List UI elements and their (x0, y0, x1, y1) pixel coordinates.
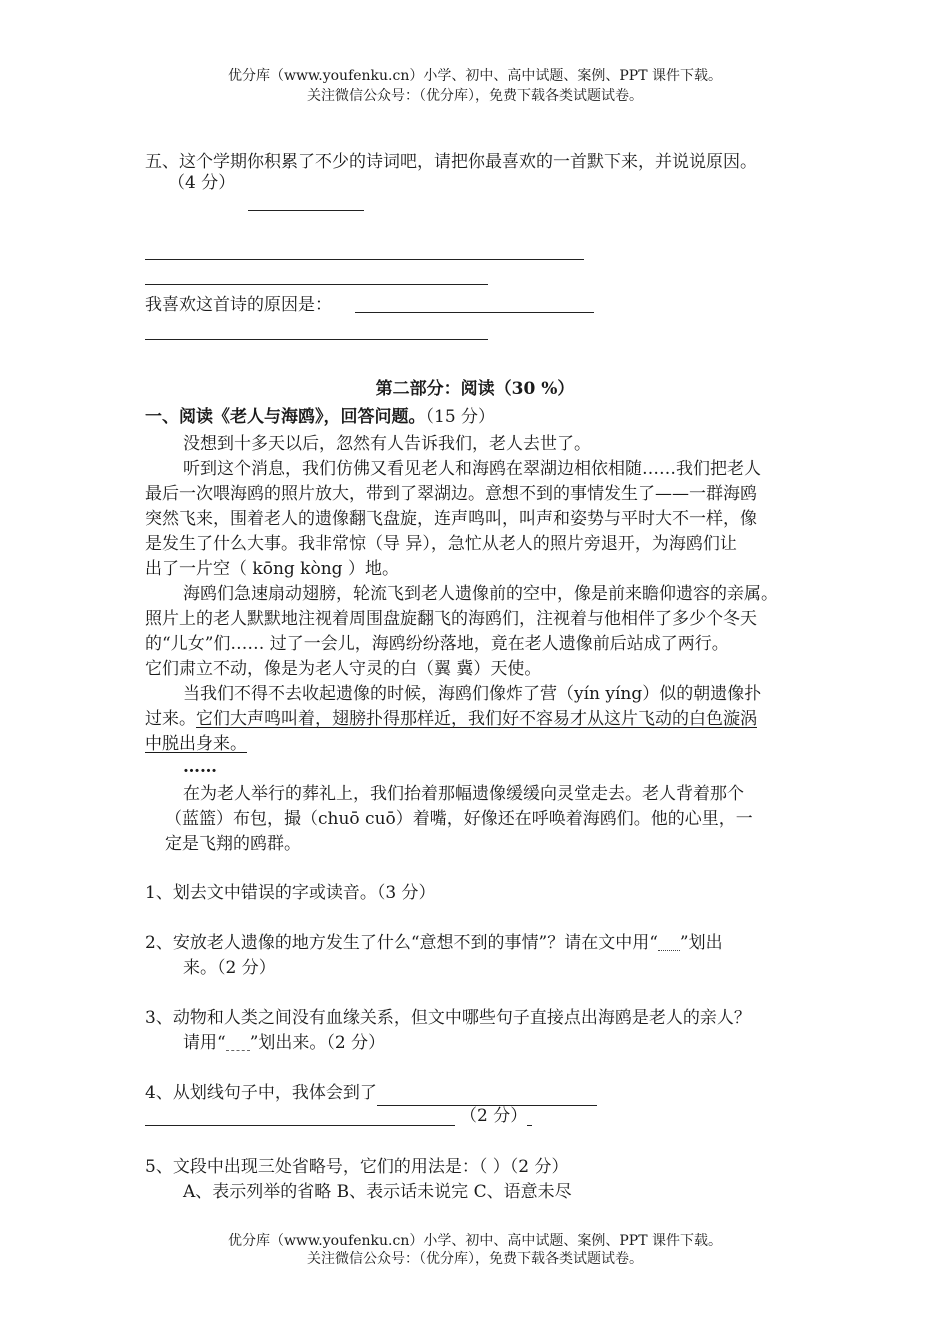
question-5-score: （4 分） (168, 173, 236, 193)
header-line-2: 关注微信公众号：（优分库），免费下载各类试题试卷。 (307, 88, 643, 104)
question-2-text-end: ”划出 (679, 933, 723, 953)
question-3-text: 请用“ (183, 1033, 226, 1053)
footer-line-2: 关注微信公众号：（优分库），免费下载各类试题试卷。 (307, 1251, 643, 1267)
question-2-text: 2、安放老人遗像的地方发生了什么“意想不到的事情”？请在文中用“ (145, 933, 658, 953)
answer-line-reason-1[interactable] (355, 312, 594, 313)
answer-line-title[interactable] (248, 210, 364, 211)
passage-p5-line1: 在为老人举行的葬礼上，我们抬着那幅遗像缓缓向灵堂走去。老人背着那个 (183, 784, 744, 804)
passage-p3-line3: 的“儿女”们…… 过了一会儿，海鸥纷纷落地，竟在老人遗像前后站成了两行。 (145, 634, 729, 654)
question-3-text-end: ”划出来。（2 分） (249, 1033, 386, 1053)
answer-line-poem-1[interactable] (145, 259, 584, 260)
passage-p2-line2: 最后一次喂海鸥的照片放大，带到了翠湖边。意想不到的事情发生了——一群海鸥 (145, 484, 757, 504)
question-2-line2: 来。（2 分） (183, 958, 276, 978)
passage-p2-line5: 出了一片空（ kōng kòng ）地。 (145, 559, 399, 579)
passage-p2-line1: 听到这个消息，我们仿佛又看见老人和海鸥在翠湖边相依相随……我们把老人 (183, 459, 761, 479)
answer-line-reason-2[interactable] (145, 339, 488, 340)
section-1-title-row (145, 405, 495, 430)
question-3-line1: 3、动物和人类之间没有血缘关系，但文中哪些句子直接点出海鸥是老人的亲人？ (145, 1008, 751, 1028)
section-1-title: 一、阅读《老人与海鸥》，回答问题。 (145, 407, 426, 427)
passage-p3-line2: 照片上的老人默默地注视着周围盘旋翻飞的海鸥们，注视着与他相伴了多少个冬天 (145, 609, 757, 629)
passage-p5-line2: （蓝篮）布包，撮（chuō cuō）着嘴，好像还在呼唤着海鸥们。他的心里，一 (165, 809, 753, 829)
passage-p2-line3: 突然飞来，围着老人的遗像翻飞盘旋，连声鸣叫，叫声和姿势与平时大不一样，像 (145, 509, 757, 529)
dotted-line-marker (658, 936, 680, 951)
passage-p3-line4: 它们肃立不动，像是为老人守灵的白（翼 冀）天使。 (145, 659, 542, 679)
question-1: 1、划去文中错误的字或读音。（3 分） (145, 883, 436, 903)
part-2-title: 第二部分：阅读（30 %） (375, 379, 575, 399)
reason-label: 我喜欢这首诗的原因是： (145, 295, 332, 315)
question-5-options: A、表示列举的省略 B、表示话未说完 C、语意未尽 (183, 1182, 572, 1202)
passage-ellipsis: …… (183, 757, 217, 777)
passage-p4-line2 (145, 707, 757, 732)
answer-line-q4-2[interactable] (145, 1125, 455, 1126)
footer-line-1: 优分库（www.youfenku.cn）小学、初中、高中试题、案例、PPT 课件下载。 (227, 1233, 722, 1249)
wavy-line-marker (226, 1036, 250, 1051)
answer-line-poem-2[interactable] (145, 284, 488, 285)
underlined-sentence-part1: 它们大声鸣叫着，翅膀扑得那样近，我们好不容易才从这片飞动的白色漩涡 (196, 709, 757, 729)
passage-p4-line2-start: 过来。 (145, 709, 196, 729)
question-5-prompt: 五、这个学期你积累了不少的诗词吧，请把你最喜欢的一首默下来，并说说原因。 (145, 152, 757, 172)
question-5: 5、文段中出现三处省略号，它们的用法是：（ ）（2 分） (145, 1157, 569, 1177)
small-mark (527, 1125, 532, 1126)
underlined-sentence-part2: 中脱出身来。 (145, 734, 247, 754)
passage-p1: 没想到十多天以后，忽然有人告诉我们，老人去世了。 (183, 434, 591, 454)
question-4-text: 4、从划线句子中，我体会到了 (145, 1083, 377, 1103)
passage-p3-line1: 海鸥们急速扇动翅膀，轮流飞到老人遗像前的空中，像是前来瞻仰遗容的亲属。 (183, 584, 778, 604)
question-4-score: （2 分） (460, 1106, 528, 1126)
header-line-1: 优分库（www.youfenku.cn）小学、初中、高中试题、案例、PPT 课件下载。 (227, 68, 722, 84)
section-1-score: （15 分） (425, 407, 496, 427)
passage-p5-line3: 定是飞翔的鸥群。 (165, 834, 301, 854)
passage-p4-line1: 当我们不得不去收起遗像的时候，海鸥们像炸了营（yín yíng）似的朝遗像扑 (183, 684, 762, 704)
question-4-line1 (145, 1081, 597, 1106)
passage-p2-line4: 是发生了什么大事。我非常惊（导 异），急忙从老人的照片旁退开，为海鸥们让 (145, 534, 737, 554)
question-3-line2 (183, 1031, 385, 1056)
question-2-line1 (145, 931, 723, 956)
